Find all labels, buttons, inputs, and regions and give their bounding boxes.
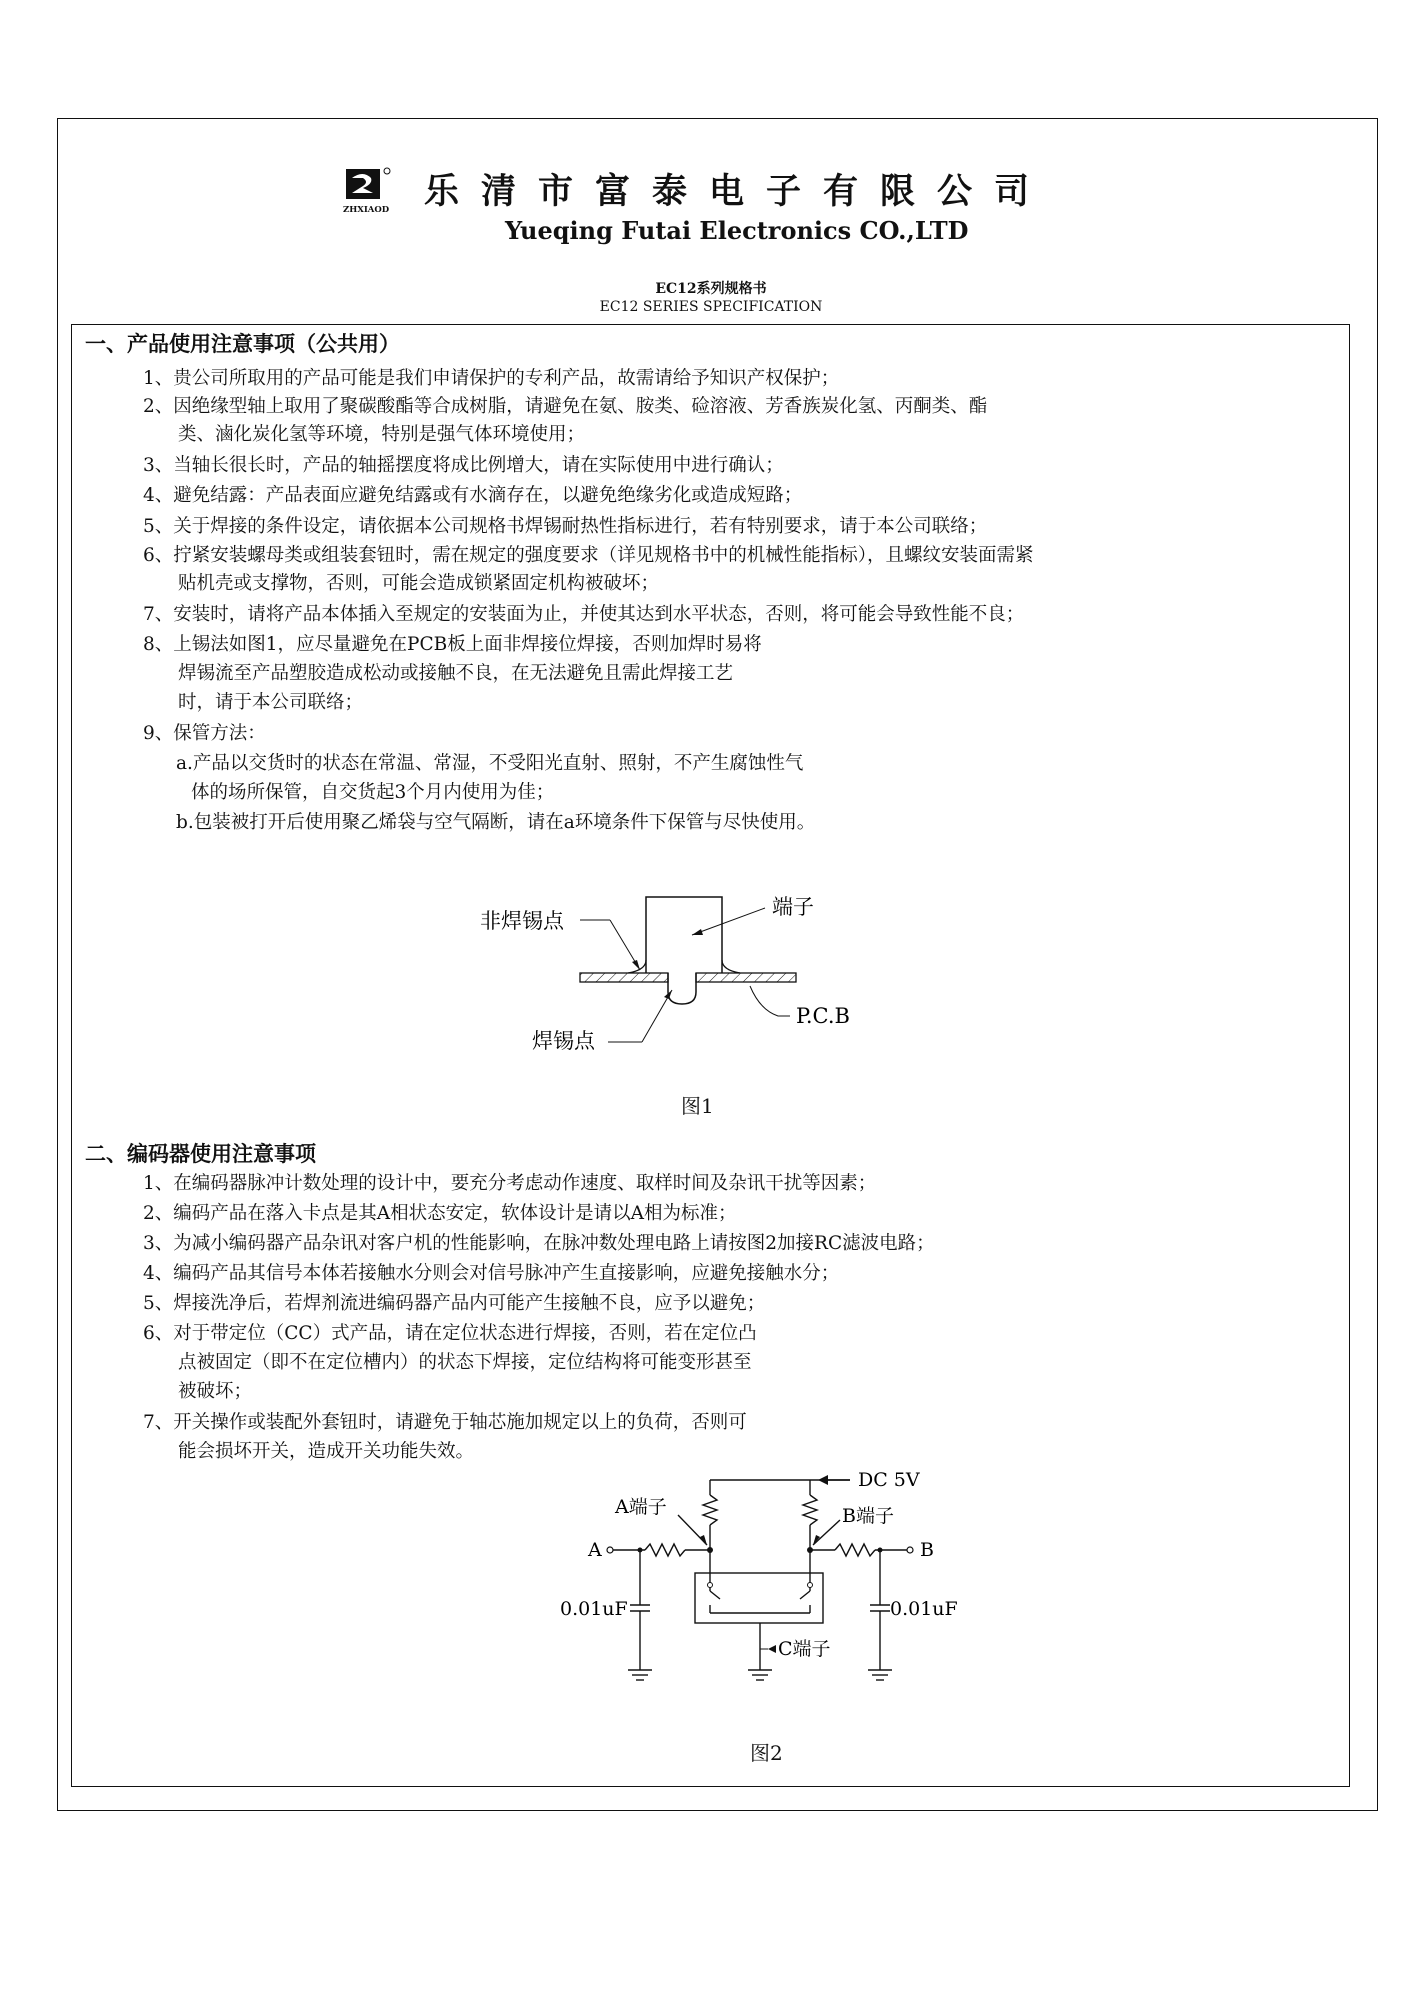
label-terminal: 端子 — [772, 895, 814, 919]
s2-line-10: 能会损坏开关，造成开关功能失效。 — [178, 1441, 475, 1462]
figure1-soldering-diagram — [460, 880, 900, 1070]
s2-line-4: 4、编码产品其信号本体若接触水分则会对信号脉冲产生直接影响，应避免接触水分； — [143, 1263, 840, 1284]
figure1-caption: 图1 — [681, 1094, 714, 1118]
b-label: B — [920, 1539, 934, 1561]
s1-line-11: 焊锡流至产品塑胶造成松动或接触不良，在无法避免且需此焊接工艺 — [178, 663, 734, 684]
s2-line-8: 被破坏； — [178, 1381, 253, 1402]
s2-line-3: 3、为减小编码器产品杂讯对客户机的性能影响，在脉冲数处理电路上请按图2加接RC滤波电路； — [143, 1233, 935, 1254]
b-terminal-label: B端子 — [842, 1505, 894, 1527]
company-logo — [343, 166, 393, 214]
spec-title-cn: EC12系列规格书 — [655, 281, 767, 297]
spec-title-en: EC12 SERIES SPECIFICATION — [599, 299, 823, 315]
cap-right-label: 0.01uF — [890, 1598, 958, 1620]
section1-title: 一、产品使用注意事项（公共用） — [85, 331, 400, 356]
s2-line-1: 1、在编码器脉冲计数处理的设计中，要充分考虑动作速度、取样时间及杂讯干扰等因素； — [143, 1173, 877, 1194]
s1-line-12: 时，请于本公司联络； — [178, 692, 364, 713]
label-solder: 焊锡点 — [532, 1029, 595, 1053]
s1-line-13: 9、保管方法： — [143, 723, 266, 744]
label-pcb: P.C.B — [796, 1004, 850, 1028]
section2-title: 二、编码器使用注意事项 — [85, 1141, 316, 1166]
s1-line-5: 4、避免结露：产品表面应避免结露或有水滴存在，以避免绝缘劣化或造成短路； — [143, 485, 803, 506]
s1-line-7: 6、拧紧安装螺母类或组装套钮时，需在规定的强度要求（详见规格书中的机械性能指标），且螺纹安装面需紧 — [143, 545, 1034, 566]
s2-line-9: 7、开关操作或装配外套钮时，请避免于轴芯施加规定以上的负荷，否则可 — [143, 1412, 747, 1433]
s1-line-14: a.产品以交货时的状态在常温、常湿，不受阳光直射、照射，不产生腐蚀性气 — [176, 753, 804, 774]
figure2-caption: 图2 — [750, 1741, 783, 1765]
s2-line-5: 5、焊接洗净后，若焊剂流进编码器产品内可能产生接触不良，应予以避免； — [143, 1293, 766, 1314]
c-terminal-label: C端子 — [778, 1638, 831, 1660]
s1-line-16: b.包装被打开后使用聚乙烯袋与空气隔断，请在a环境条件下保管与尽快使用。 — [176, 812, 816, 833]
a-label: A — [588, 1539, 602, 1561]
s1-line-2: 2、因绝缘型轴上取用了聚碳酸酯等合成树脂，请避免在氨、胺类、硷溶液、芳香族炭化氢、丙酮类、酯 — [143, 396, 988, 417]
s1-line-15: 体的场所保管，自交货起3个月内使用为佳； — [191, 782, 555, 803]
company-name-en: Yueqing Futai Electronics CO.,LTD — [505, 216, 969, 245]
logo-text: ZHXIAOD — [343, 205, 390, 214]
s2-line-6: 6、对于带定位（CC）式产品，请在定位状态进行焊接，否则，若在定位凸 — [143, 1323, 757, 1344]
cap-left-label: 0.01uF — [560, 1598, 628, 1620]
s1-line-10: 8、上锡法如图1，应尽量避免在PCB板上面非焊接位焊接，否则加焊时易将 — [143, 634, 762, 655]
company-name-cn: 乐清市富泰电子有限公司 — [424, 171, 1052, 212]
s1-line-8: 贴机壳或支撑物，否则，可能会造成锁紧固定机构被破坏； — [178, 573, 660, 594]
label-nonsolder: 非焊锡点 — [480, 909, 564, 933]
s1-line-3: 类、滷化炭化氢等环境，特别是强气体环境使用； — [178, 424, 586, 445]
s1-line-6: 5、关于焊接的条件设定，请依据本公司规格书焊锡耐热性指标进行，若有特别要求，请于本公司联络； — [143, 516, 988, 537]
s1-line-1: 1、贵公司所取用的产品可能是我们申请保护的专利产品，故需请给予知识产权保护； — [143, 368, 840, 389]
s1-line-9: 7、安装时，请将产品本体插入至规定的安装面为止，并使其达到水平状态，否则，将可能会导致性能不良； — [143, 604, 1025, 625]
figure2-rc-filter-circuit — [550, 1465, 970, 1705]
s1-line-4: 3、当轴长很长时，产品的轴摇摆度将成比例增大，请在实际使用中进行确认； — [143, 455, 784, 476]
s2-line-2: 2、编码产品在落入卡点是其A相状态安定，软体设计是请以A相为标准； — [143, 1203, 737, 1224]
a-terminal-label: A端子 — [615, 1496, 667, 1518]
s2-line-7: 点被固定（即不在定位槽内）的状态下焊接，定位结构将可能变形甚至 — [178, 1352, 752, 1373]
dc-5v-label: DC 5V — [858, 1469, 920, 1491]
